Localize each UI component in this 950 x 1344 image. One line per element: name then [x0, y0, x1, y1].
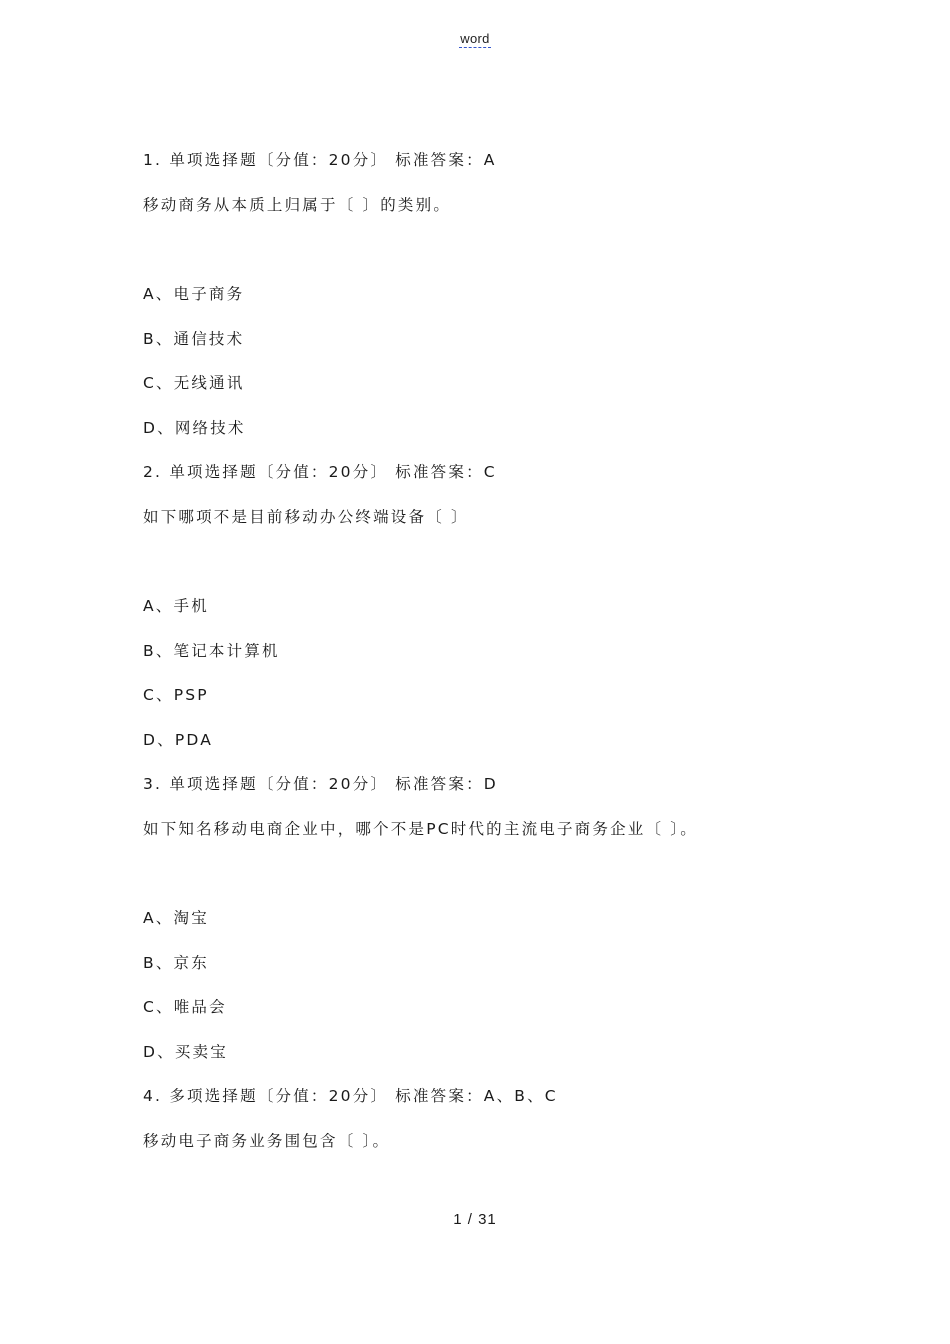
question-2-stem: 如下哪项不是目前移动办公终端设备〔 〕 — [143, 508, 469, 526]
question-2-option-a: A、手机 — [143, 597, 209, 615]
question-2-option-b: B、笔记本计算机 — [143, 642, 280, 660]
question-4-stem: 移动电子商务业务围包含〔 〕。 — [143, 1132, 391, 1150]
header-word-label: word — [460, 31, 490, 46]
question-3-heading: 3. 单项选择题〔分值：20分〕 标准答案：D — [143, 775, 498, 793]
question-2-option-d: D、PDA — [143, 731, 214, 749]
question-4-heading: 4. 多项选择题〔分值：20分〕 标准答案：A、B、C — [143, 1087, 558, 1105]
question-3-option-a: A、淘宝 — [143, 909, 209, 927]
question-2-option-c: C、PSP — [143, 686, 209, 704]
question-3-option-d: D、买卖宝 — [143, 1043, 228, 1061]
question-2-heading: 2. 单项选择题〔分值：20分〕 标准答案：C — [143, 463, 497, 481]
question-1-option-d: D、网络技术 — [143, 419, 246, 437]
question-1-heading: 1. 单项选择题〔分值：20分〕 标准答案：A — [143, 151, 497, 169]
question-3-option-c: C、唯品会 — [143, 998, 227, 1016]
question-1-option-a: A、电子商务 — [143, 285, 245, 303]
page-number: 1 / 31 — [453, 1211, 497, 1228]
question-1-option-b: B、通信技术 — [143, 330, 245, 348]
question-3-option-b: B、京东 — [143, 954, 209, 972]
question-1-option-c: C、无线通讯 — [143, 374, 245, 392]
question-3-stem: 如下知名移动电商企业中，哪个不是PC时代的主流电子商务企业〔 〕。 — [143, 820, 698, 838]
question-1-stem: 移动商务从本质上归属于〔 〕的类别。 — [143, 196, 452, 214]
